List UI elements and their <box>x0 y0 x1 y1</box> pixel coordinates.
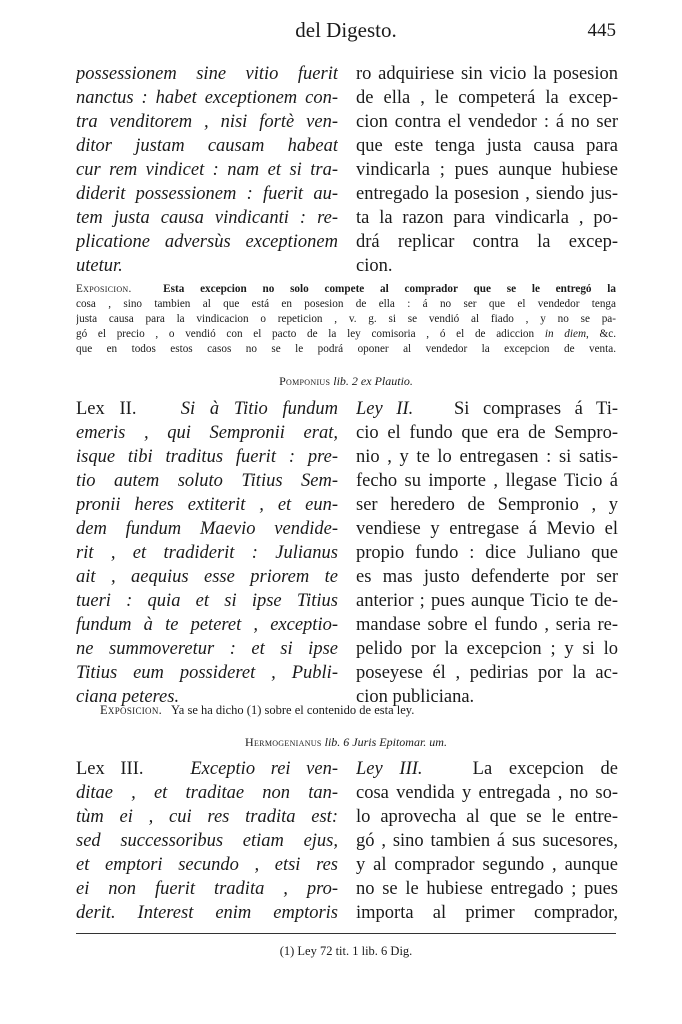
spanish-line: ta la razon para vindicarla , po- <box>356 208 618 228</box>
latin-line: pronii heres extiterit , et eun- <box>76 495 338 515</box>
latin-line: ei non fuerit tradita , pro- <box>76 879 338 899</box>
latin-line: fundum à te peteret , exceptio- <box>76 615 338 635</box>
spanish-line: gó , sino tambien á sus sucesores, <box>356 831 618 851</box>
exposition-line: justa causa para la vindicacion o repeticion , v. g. si se vendió al fiado , y no se pa- <box>76 313 616 325</box>
attribution-source: lib. 2 ex Plautio. <box>333 374 413 388</box>
spanish-column-section-1 <box>356 62 618 278</box>
latin-text: Exceptio rei ven- <box>190 759 338 779</box>
latin-line: ditae , et traditae non tan- <box>76 783 338 803</box>
running-head <box>76 18 616 48</box>
exposition-text: gó el precio , o vendió con el pacto de la ley comisoria , ó el de adiccion <box>76 328 535 340</box>
spanish-line: poseyese él , pedirias por la ac- <box>356 663 618 683</box>
spanish-line: que este tenga justa causa para <box>356 136 618 156</box>
lex-label: Lex II. <box>76 399 137 419</box>
attribution-source: lib. 6 Juris Epitomar. um. <box>324 735 447 749</box>
spanish-line: es mas justo defenderte por ser <box>356 567 618 587</box>
latin-line: ciana peteres. <box>76 687 180 707</box>
spanish-line: mandase sobre el fundo , seria re- <box>356 615 618 635</box>
exposition-line: que en todos estos casos no se le podrá oponer al vendedor la excepcion de venta. <box>76 343 616 355</box>
spanish-text: La excepcion de <box>472 759 618 779</box>
latin-line: sed successoribus etiam ejus, <box>76 831 338 851</box>
footnote-rule <box>76 933 616 934</box>
latin-line: utetur. <box>76 256 123 276</box>
exposition-line <box>76 327 616 342</box>
latin-line <box>76 397 338 421</box>
spanish-line: ser heredero de Sempronio , y <box>356 495 618 515</box>
latin-line: tùm ei , cui res tradita est: <box>76 807 338 827</box>
latin-line: isque tibi traditus fuerit : pre- <box>76 447 338 467</box>
spanish-line <box>356 757 618 781</box>
attribution-author: Pomponius <box>279 374 331 388</box>
exposition-in-diem: in diem <box>544 328 587 340</box>
latin-line: tio autem soluto Titius Sem- <box>76 471 338 491</box>
exposition-etc: , &c. <box>586 328 616 340</box>
latin-column-section-3 <box>76 757 338 925</box>
spanish-line: entregado la posesion , siendo jus- <box>356 184 618 204</box>
ley-label: Ley II. <box>356 399 414 419</box>
spanish-line: drá replicar contra la excep- <box>356 232 618 252</box>
spanish-text: Si comprases á Ti- <box>453 399 618 419</box>
spanish-line: pelido por la excepcion ; y si lo <box>356 639 618 659</box>
exposition-label: Exposicion. <box>100 703 163 717</box>
latin-line: tueri : quia et si ipse Titius <box>76 591 338 611</box>
latin-line <box>76 757 338 781</box>
spanish-line: nio , y te lo entregasen : si satis- <box>356 447 618 467</box>
latin-line: tem justa causa vindicanti : re- <box>76 208 338 228</box>
exposition-line <box>76 282 616 297</box>
exposition-label: Exposicion. <box>76 283 132 295</box>
latin-line: ne summoveretur : et si ipse <box>76 639 338 659</box>
spanish-column-section-3 <box>356 757 618 925</box>
spanish-line: cion contra el vendedor : á no ser <box>356 112 618 132</box>
spanish-line: no se le hubiese entregado ; pues <box>356 879 618 899</box>
latin-line: Titius eum possideret , Publi- <box>76 663 338 683</box>
latin-line: derit. Interest enim emptoris <box>76 903 338 923</box>
spanish-line: cio el fundo que era de Sempro- <box>356 423 618 443</box>
spanish-line: propio fundo : dice Juliano que <box>356 543 618 563</box>
spanish-line: importa al primer comprador, <box>356 903 618 923</box>
exposition-text: Ya se ha dicho (1) sobre el contenido de esta ley. <box>171 703 415 717</box>
spanish-line: ro adquiriese sin vicio la posesion <box>356 64 618 84</box>
spanish-line: vindicarla ; pues aunque hubiese <box>356 160 618 180</box>
latin-line: tra venditorem , nisi fortè ven- <box>76 112 338 132</box>
spanish-line: y al comprador segundo , aunque <box>356 855 618 875</box>
spanish-line <box>356 397 618 421</box>
latin-line: dem fundum Maevio vendide- <box>76 519 338 539</box>
lex-label: Lex III. <box>76 759 144 779</box>
latin-line: et emptori secundo , etsi res <box>76 855 338 875</box>
spanish-line: cion. <box>356 256 393 276</box>
latin-line: ditor justam causam habeat <box>76 136 338 156</box>
spanish-line: cosa vendida y entregada , no so- <box>356 783 618 803</box>
spanish-line: anterior ; pues aunque Ticio te de- <box>356 591 618 611</box>
latin-text: Si à Titio fundum <box>180 399 338 419</box>
latin-line: diderit possessionem : fuerit au- <box>76 184 338 204</box>
latin-line: rit , et tradiderit : Julianus <box>76 543 338 563</box>
spanish-line: lo aprovecha al que se le entre- <box>356 807 618 827</box>
exposition-2 <box>100 703 616 718</box>
spanish-line: vendiese y entregase á Mevio el <box>356 519 618 539</box>
spanish-line: cion publiciana. <box>356 687 475 707</box>
attribution-2 <box>76 735 616 750</box>
attribution-author: Hermogenianus <box>245 735 322 749</box>
latin-line: emeris , qui Sempronii erat, <box>76 423 338 443</box>
latin-line: possessionem sine vitio fuerit <box>76 64 338 84</box>
ley-label: Ley III. <box>356 759 423 779</box>
attribution-1 <box>76 374 616 389</box>
latin-column-section-1 <box>76 62 338 278</box>
page-number: 445 <box>587 20 616 41</box>
exposition-lead: Esta excepcion no solo compete al comprador que se le entregó la <box>163 283 616 295</box>
running-title: del Digesto. <box>295 18 397 42</box>
spanish-line: de ella , le competerá la excep- <box>356 88 618 108</box>
latin-line: nanctus : habet exceptionem con- <box>76 88 338 108</box>
latin-column-section-2 <box>76 397 338 709</box>
exposition-line: cosa , sino tambien al que está en posesion de ella : á no ser que el vendedor tenga <box>76 298 616 310</box>
latin-line: cur rem vindicet : nam et si tra- <box>76 160 338 180</box>
footnote: (1) Ley 72 tit. 1 lib. 6 Dig. <box>279 944 413 958</box>
exposition-1 <box>76 282 616 357</box>
spanish-column-section-2 <box>356 397 618 709</box>
latin-line: ait , aequius esse priorem te <box>76 567 338 587</box>
latin-line: plicatione adversùs exceptionem <box>76 232 338 252</box>
spanish-line: fecho su importe , llegase Ticio á <box>356 471 618 491</box>
